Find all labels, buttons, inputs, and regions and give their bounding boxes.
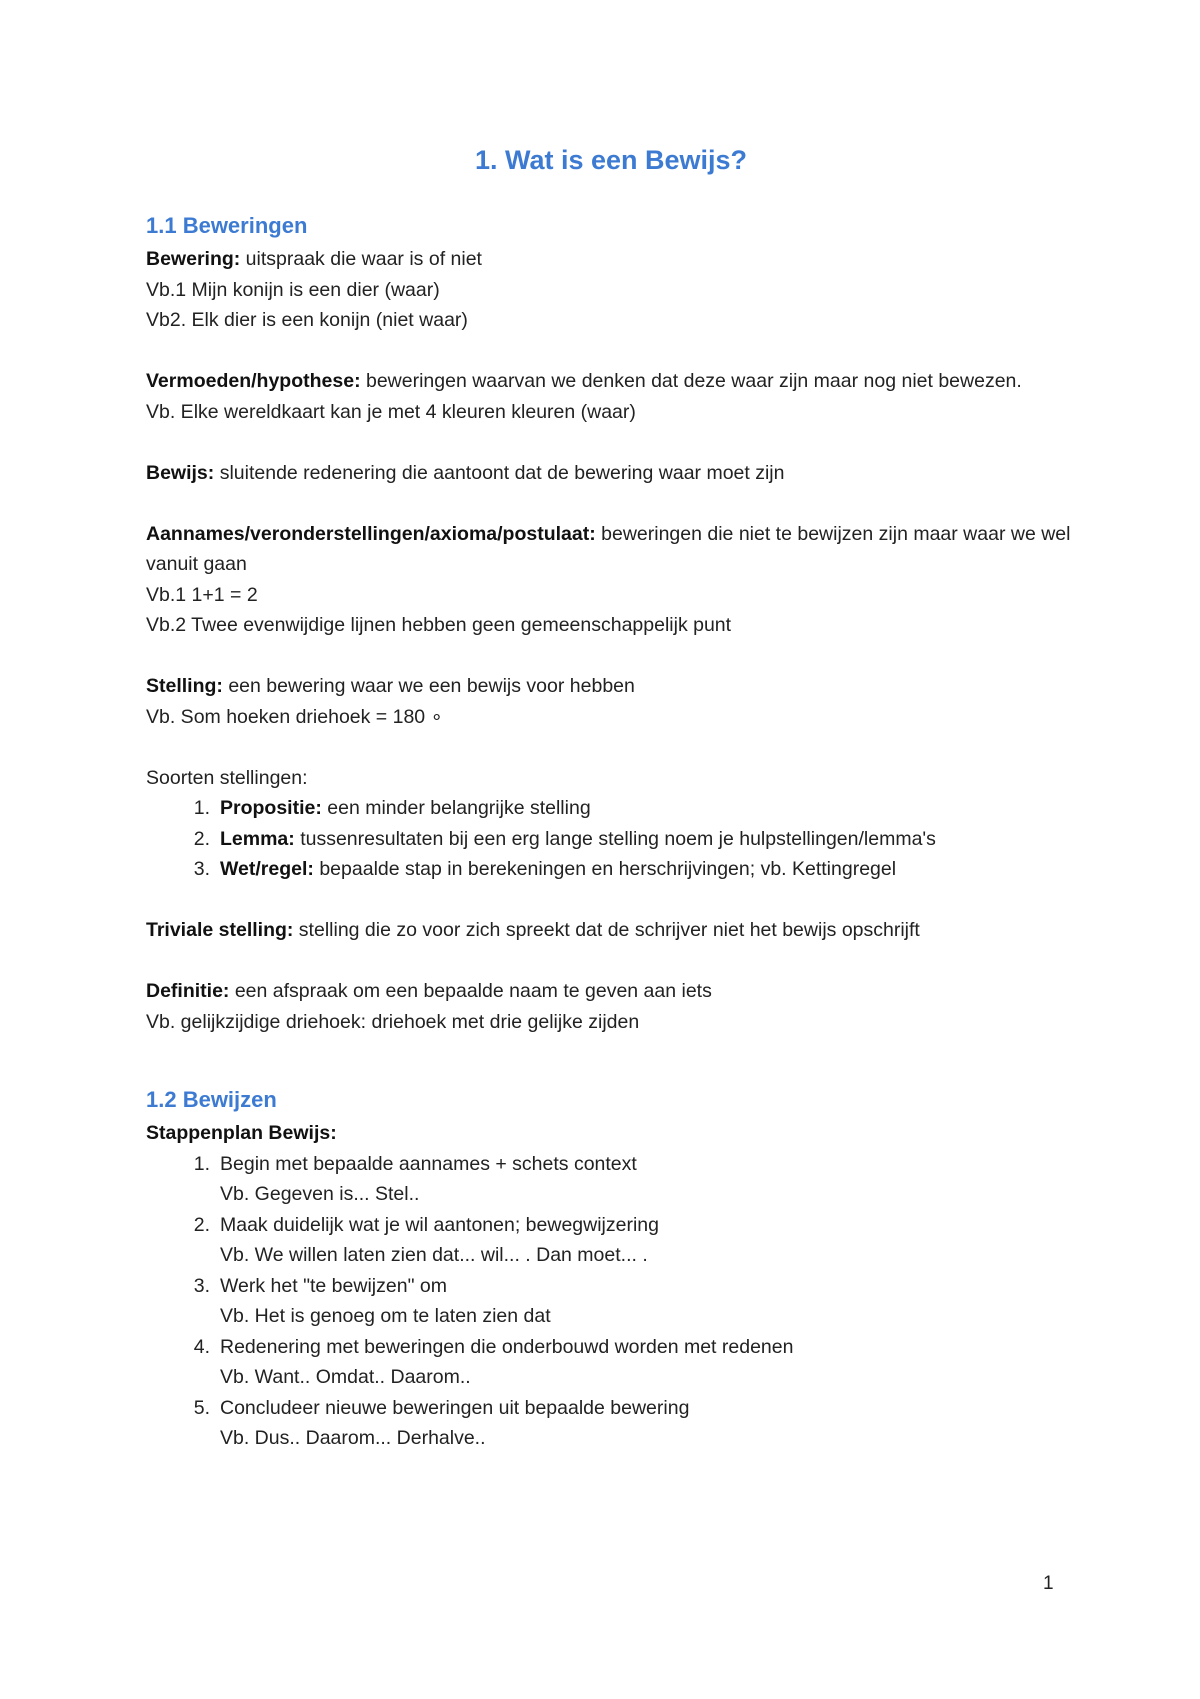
list-number: 5. <box>193 1396 210 1419</box>
term: Aannames/veronderstellingen/axioma/postulaat: <box>146 522 596 545</box>
definition-text: uitspraak die waar is of niet <box>240 248 482 270</box>
list-text: bepaalde stap in berekeningen en herschrijvingen; vb. Kettingregel <box>313 858 897 880</box>
list-item <box>146 1271 1076 1332</box>
section-heading-beweringen: 1.1 Beweringen <box>146 213 308 238</box>
definition-stelling <box>146 671 1076 702</box>
example-line: Vb2. Elk dier is een konijn (niet waar) <box>146 309 468 331</box>
term: Wet/regel: <box>220 858 314 880</box>
step-example: Vb. Dus.. Daarom... Derhalve.. <box>220 1427 486 1449</box>
definition-text: een bewering waar we een bewijs voor hebben <box>222 675 635 697</box>
example-line: Vb. gelijkzijdige driehoek: driehoek met drie gelijke zijden <box>146 1010 640 1033</box>
term: Bewering: <box>146 248 241 270</box>
term: Bewijs: <box>146 461 215 484</box>
definition-text: sluitende redenering die aantoont dat de bewering waar moet zijn <box>214 461 785 484</box>
definition-text: een afspraak om een bepaalde naam te geven aan iets <box>229 980 712 1002</box>
example-line: Vb. Som hoeken driehoek = 180 ∘ <box>146 705 443 728</box>
list-number: 3. <box>193 858 210 880</box>
stappenplan-label <box>146 1118 1076 1149</box>
list-item <box>146 1210 1076 1271</box>
step-text: Redenering met beweringen die onderbouwd worden met redenen <box>220 1335 794 1358</box>
step-example: Vb. Het is genoeg om te laten zien dat <box>220 1305 551 1327</box>
list-number: 3. <box>193 1274 210 1297</box>
step-example: Vb. We willen laten zien dat... wil... . Dan moet... . <box>220 1244 648 1266</box>
stappenplan-list <box>146 1149 1076 1454</box>
list-item <box>146 824 1076 855</box>
list-text: een minder belangrijke stelling <box>321 797 591 819</box>
soorten-label: Soorten stellingen: <box>146 766 308 789</box>
definition-text: beweringen waarvan we denken dat deze waar zijn maar nog niet bewezen. <box>360 370 1022 392</box>
section-heading-bewijzen: 1.2 Bewijzen <box>146 1087 277 1112</box>
example-line: Vb.1 1+1 = 2 <box>146 583 258 606</box>
term: Stelling: <box>146 675 223 697</box>
list-item <box>146 1149 1076 1210</box>
list-number: 1. <box>193 797 210 819</box>
example-line: Vb.1 Mijn konijn is een dier (waar) <box>146 278 440 301</box>
list-item <box>146 1393 1076 1454</box>
definition-bewering <box>146 244 1076 275</box>
definition-definitie <box>146 976 1076 1007</box>
soorten-list <box>146 793 1076 885</box>
step-text: Werk het "te bewijzen" om <box>220 1274 447 1297</box>
term: Propositie: <box>220 797 322 819</box>
list-number: 1. <box>193 1152 210 1175</box>
term: Vermoeden/hypothese: <box>146 370 361 392</box>
list-item <box>146 854 1076 885</box>
term: Triviale stelling: <box>146 919 294 941</box>
list-number: 2. <box>193 827 210 850</box>
term: Definitie: <box>146 980 230 1002</box>
step-example: Vb. Gegeven is... Stel.. <box>220 1183 420 1205</box>
step-text: Concludeer nieuwe beweringen uit bepaalde bewering <box>220 1396 690 1419</box>
list-text: tussenresultaten bij een erg lange stelling noem je hulpstellingen/lemma's <box>294 827 936 850</box>
page-title: 1. Wat is een Bewijs? <box>474 145 748 175</box>
definition-bewijs <box>146 458 1076 489</box>
step-text: Begin met bepaalde aannames + schets context <box>220 1152 637 1175</box>
definition-text: stelling die zo voor zich spreekt dat de schrijver niet het bewijs opschrijft <box>293 919 920 941</box>
definition-vermoeden <box>146 366 1076 397</box>
example-line: Vb. Elke wereldkaart kan je met 4 kleuren kleuren (waar) <box>146 400 636 423</box>
document-page <box>146 140 1076 1454</box>
step-example: Vb. Want.. Omdat.. Daarom.. <box>220 1366 471 1388</box>
term: Lemma: <box>220 827 295 850</box>
term: Stappenplan Bewijs: <box>146 1122 337 1144</box>
list-number: 4. <box>193 1335 210 1358</box>
example-line: Vb.2 Twee evenwijdige lijnen hebben geen gemeenschappelijk punt <box>146 614 732 636</box>
step-text: Maak duidelijk wat je wil aantonen; bewegwijzering <box>220 1213 659 1236</box>
definition-text: beweringen die niet te bewijzen zijn maar waar we wel vanuit gaan <box>146 522 1071 575</box>
definition-aannames <box>146 519 1076 580</box>
list-item <box>146 793 1076 824</box>
list-item <box>146 1332 1076 1393</box>
definition-triviale <box>146 915 1076 946</box>
page-number: 1 <box>1043 1573 1054 1594</box>
list-number: 2. <box>193 1213 210 1236</box>
